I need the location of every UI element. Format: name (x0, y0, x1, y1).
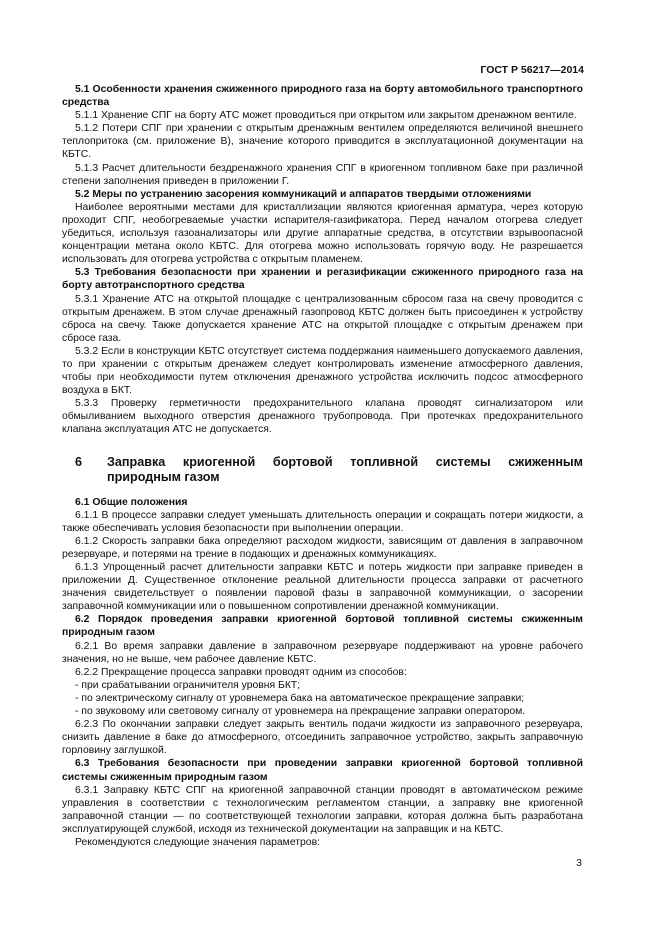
paragraph-5-1-2: 5.1.2 Потери СПГ при хранении с открытым дренажным вентилем определяются величиной внешнего теплопритока (см. приложение В), значение которого приводится в эксплуатационной документации на КБТС. (62, 123, 583, 161)
section-5-2-heading: 5.2 Меры по устранению засорения коммуникаций и аппаратов твердыми отложениями (75, 188, 532, 200)
paragraph-5-1-1: 5.1.1 Хранение СПГ на борту АТС может проводиться при открытом или закрытом дренажном вентиле. (75, 110, 577, 122)
document-body (62, 83, 583, 849)
paragraph-6-1-2: 6.1.2 Скорость заправки бака определяют расходом жидкости, зависящим от давления в заправочном резервуаре, и потерями на трение в подающих и дренажных коммуникациях. (62, 535, 583, 560)
section-5-1-heading: 5.1 Особенности хранения сжиженного природного газа на борту автомобильного транспортного средства (62, 84, 583, 109)
page-number: 3 (576, 857, 582, 869)
paragraph-5-1-3: 5.1.3 Расчет длительности бездренажного хранения СПГ в криогенном топливном баке при различной степени заполнения приведен в приложении Г. (62, 162, 583, 187)
chapter-6-number: 6 (75, 454, 83, 469)
paragraph-5-2: Наиболее вероятными местами для кристаллизации являются криогенная арматура, через которую проходит СПГ, необогреваемые участки испарителя-газификатора. Перед началом отогрева следует убедиться, используя газоанализаторы или другие аппаратные средства, в отсутствии взрывоопасной концентрации метана около КБТС. Для отогрева можно использовать горячую воду. Не разрешается использовать для отогрева устройства с открытым пламенем. (62, 201, 583, 266)
paragraph-5-3-2: 5.3.2 Если в конструкции КБТС отсутствует система поддержания наименьшего допускаемого давления, то при хранении с открытым дренажем следует контролировать изменение атмосферного давления, чтобы при необходимости путем отключения дренажного устройства исключить подсос атмосферного воздуха в БКТ. (62, 345, 583, 397)
section-6-3-heading: 6.3 Требования безопасности при проведении заправки криогенной бортовой топливной системы сжиженным природным газом (62, 758, 583, 783)
paragraph-5-3-1: 5.3.1 Хранение АТС на открытой площадке с централизованным сбросом газа на свечу проводится с открытым дренажем. В этом случае дренажный газопровод КБТС должен быть присоединен к устройству сброса на свечу. Также допускается хранение АТС на открытой площадке с открытым дренажем при сбросе газа. (62, 293, 583, 344)
paragraph-6-1-1: 6.1.1 В процессе заправки следует уменьшать длительность операции и сокращать потери жидкости, а также обеспечивать условия безопасности при выполнении операции. (62, 509, 583, 534)
paragraph-6-2-2: 6.2.2 Прекращение процесса заправки проводят одним из способов: (75, 666, 407, 678)
list-item: - при срабатывании ограничителя уровня БКТ; (75, 679, 301, 691)
chapter-6-title: Заправка криогенной бортовой топливной системы сжиженным природным газом (107, 454, 583, 484)
paragraph-6-2-1: 6.2.1 Во время заправки давление в заправочном резервуаре поддерживают на уровне рабочего значения, но не выше, чем рабочее давление КБТС. (62, 640, 583, 665)
paragraph-6-3-1: 6.3.1 Заправку КБТС СПГ на криогенной заправочной станции проводят в автоматическом режиме управления в соответствии с технологическим регламентом станции, а заправку вне криогенной заправочной станции — по соответствующей технологии заправки, которая должна быть разработана эксплуатирующей службой, исходя из технической документации на заправщик и на КБТС. (62, 784, 583, 835)
paragraph-6-2-3: 6.2.3 По окончании заправки следует закрыть вентиль подачи жидкости из заправочного резервуара, снизить давление в баке до атмосферного, отсоединить заправочное устройство, закрыть заправочную горловину заглушкой. (62, 719, 583, 757)
document-standard-header: ГОСТ Р 56217—2014 (480, 64, 584, 76)
paragraph-5-3-3: 5.3.3 Проверку герметичности предохранительного клапана проводят сигнализатором или обмыливанием выходного отверстия дренажного трубопровода. При протечках предохранительного клапана эксплуатация АТС не допускается. (62, 398, 583, 436)
chapter-6-heading (62, 455, 583, 485)
list-item: - по звуковому или световому сигналу от уровнемера на прекращение заправки оператором. (75, 706, 526, 718)
section-6-2-heading: 6.2 Порядок проведения заправки криогенной бортовой топливной системы сжиженным природным газом (62, 614, 583, 639)
list-item: - по электрическому сигналу от уровнемера бака на автоматическое прекращение заправки; (75, 692, 525, 704)
section-5-3-heading: 5.3 Требования безопасности при хранении и регазификации сжиженного природного газа на борту автотранспортного средства (62, 267, 583, 292)
paragraph-6-3-recommendation: Рекомендуются следующие значения параметров: (75, 836, 320, 848)
section-6-1-heading: 6.1 Общие положения (75, 496, 188, 508)
paragraph-6-1-3: 6.1.3 Упрощенный расчет длительности заправки КБТС и потерь жидкости при заправке приведен в приложении Д. Существенное отклонение реальной длительности процесса заправки от расчетного значения свидетельствует о появлении паровой фазы в заправочной коммуникации, о засорении заправочной коммуникации или о повышенном сопротивлении дренажной коммуникации. (62, 562, 583, 613)
